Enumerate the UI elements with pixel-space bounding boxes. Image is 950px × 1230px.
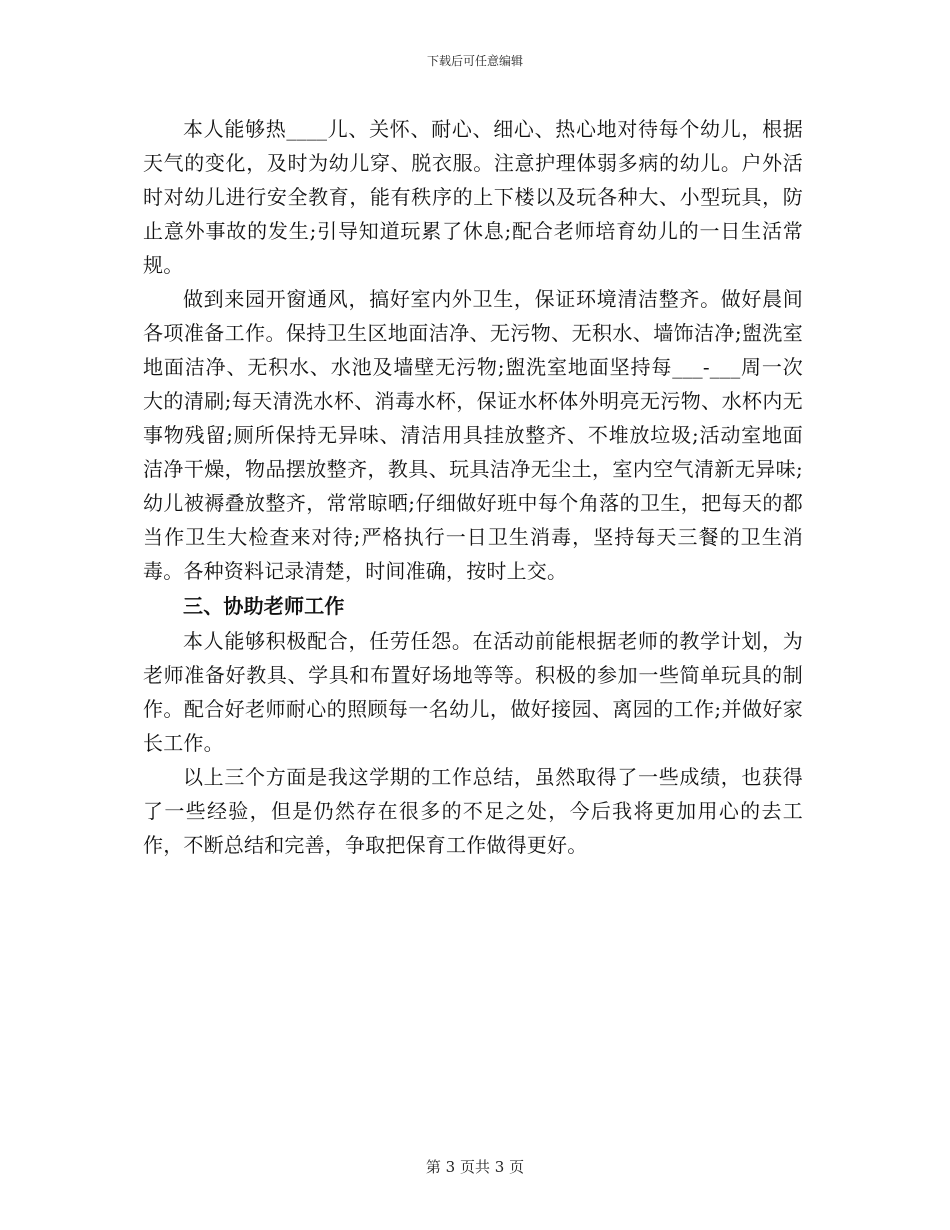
paragraph-assist: 本人能够积极配合，任劳任怨。在活动前能根据老师的教学计划，为老师准备好教具、学具和布置好场地等等。积极的参加一些简单玩具的制作。配合好老师耐心的照顾每一名幼儿，做好接园、离园的工作;并做好家长工作。 [143, 629, 803, 755]
paragraph-summary: 以上三个方面是我这学期的工作总结，虽然取得了一些成绩，也获得了一些经验，但是仍然存在很多的不足之处，今后我将更加用心的去工作，不断总结和完善，争取把保育工作做得更好。 [143, 765, 803, 857]
paragraph-care: 本人能够热____儿、关怀、耐心、细心、热心地对待每个幼儿，根据天气的变化，及时为幼儿穿、脱衣服。注意护理体弱多病的幼儿。户外活时对幼儿进行安全教育，能有秩序的上下楼以及玩各种大、小型玩具，防止意外事故的发生;引导知道玩累了休息;配合老师培育幼儿的一日生活常规。 [143, 117, 803, 277]
page-header: 下载后可任意编辑 [426, 54, 523, 68]
paragraph-hygiene: 做到来园开窗通风，搞好室内外卫生，保证环境清洁整齐。做好晨间各项准备工作。保持卫生区地面洁净、无污物、无积水、墙饰洁净;盥洗室地面洁净、无积水、水池及墙壁无污物;盥洗室地面坚持每___-___周一次大的清刷;每天清洗水杯、消毒水杯，保证水杯体外明亮无污物、水杯内无事物残留;厕所保持无异味、清洁用具挂放整齐、不堆放垃圾;活动室地面洁净干燥，物品摆放整齐，教具、玩具洁净无尘土，室内空气清新无异味;幼儿被褥叠放整齐，常常晾晒;仔细做好班中每个角落的卫生，把每天的都当作卫生大检查来对待;严格执行一日卫生消毒，坚持每天三餐的卫生消毒。各种资料记录清楚，时间准确，按时上交。 [143, 287, 803, 583]
document-body [143, 112, 803, 862]
section-heading: 三、协助老师工作 [183, 594, 345, 618]
page-number: 第 3 页共 3 页 [425, 1158, 525, 1176]
